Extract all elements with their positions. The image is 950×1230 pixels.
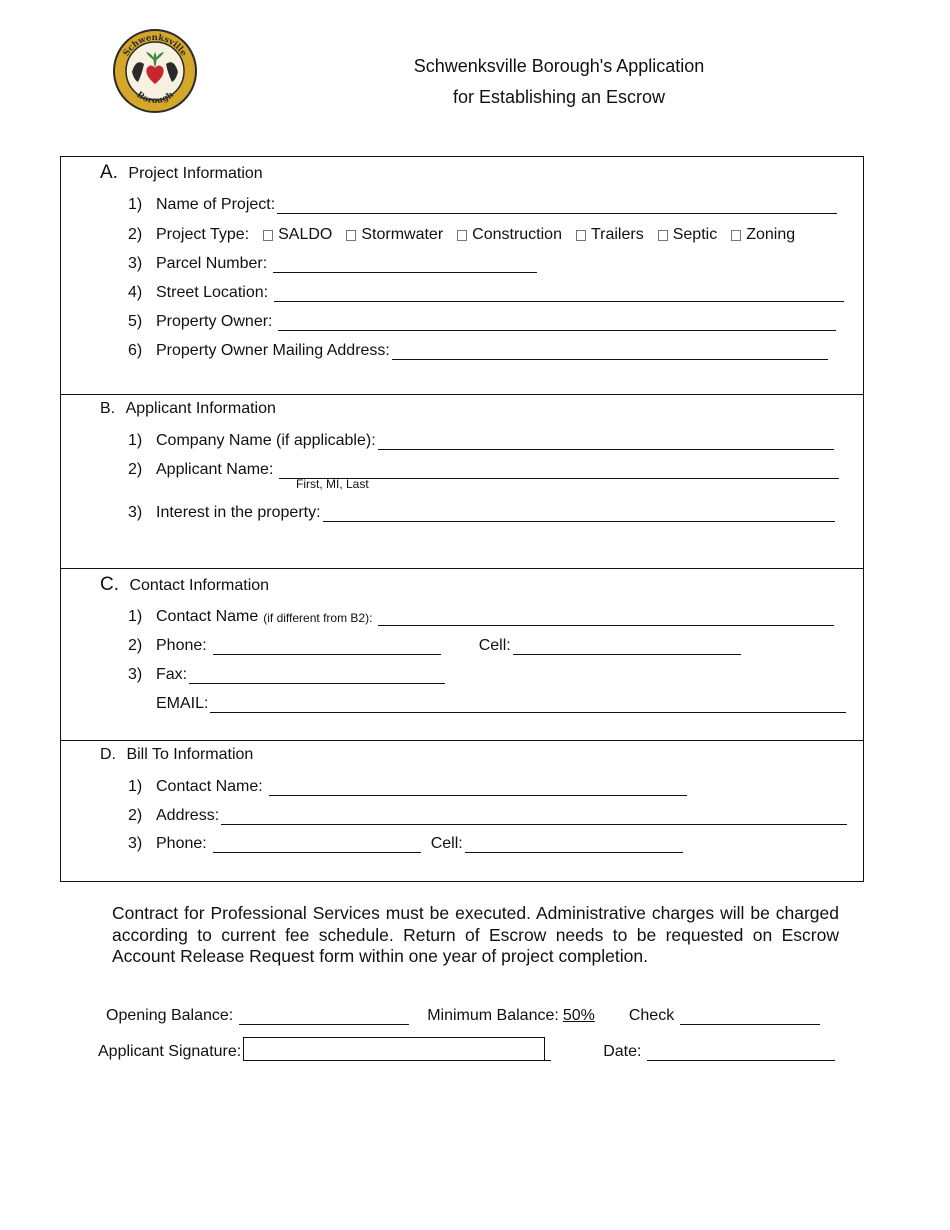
svg-text:Borough: Borough [134,89,176,107]
item-number: 3) [128,255,143,272]
borough-seal-logo [112,28,198,114]
parcel-number-label: Parcel Number: [156,255,268,272]
interest-in-property-label: Interest in the property: [156,504,321,521]
contact-email-row [128,691,846,713]
item-number: 4) [128,284,143,301]
street-location-row [128,280,844,302]
bill-phone-row [128,831,683,853]
section-a-letter: A. [100,162,118,183]
signature-row [98,1037,835,1061]
contact-name-field[interactable] [378,607,834,626]
company-name-field[interactable] [378,431,834,450]
interest-in-property-field[interactable] [323,503,835,522]
checkbox-label: Septic [672,226,718,243]
bill-address-label: Address: [156,807,220,824]
parcel-number-row [128,251,537,273]
project-type-zoning-checkbox[interactable] [731,226,795,244]
item-number: 1) [128,778,143,795]
contact-phone-label: Phone: [156,637,207,654]
item-number: 2) [128,637,143,654]
checkbox-label: Trailers [590,226,644,243]
project-type-saldo-checkbox[interactable] [263,226,332,244]
checkbox-box[interactable] [263,230,273,241]
parcel-number-field[interactable] [273,254,537,273]
section-c-letter: C. [100,574,119,595]
applicant-name-hint: First, MI, Last [296,477,369,491]
bill-address-row [128,803,847,825]
minimum-balance-label: Minimum Balance: [427,1007,559,1024]
checkbox-label: Zoning [746,226,796,243]
form-title-line1: Schwenksville Borough's Application [413,56,705,76]
contact-cell-label: Cell: [478,637,511,654]
bill-phone-label: Phone: [156,835,207,852]
signature-underline-tail [545,1042,551,1061]
project-name-label: Name of Project: [156,196,276,213]
check-field[interactable] [680,1006,820,1025]
escrow-notice-paragraph: Contract for Professional Services must be executed. Administrative charges will be charged according to current fee schedule. Return of Escrow needs to be requested on Escrow Account Release Request form within one year of project completion. [112,903,839,966]
contact-name-note: (if different from B2): [263,611,373,625]
project-type-trailers-checkbox[interactable] [576,226,644,244]
item-number: 3) [128,504,143,521]
svg-text:Schwenksville: Schwenksville [121,32,189,59]
project-type-label: Project Type: [156,226,250,243]
project-type-construction-checkbox[interactable] [457,226,562,244]
section-d-letter: D. [100,746,116,763]
owner-mailing-address-row [128,338,828,360]
bill-phone-field[interactable] [213,834,421,853]
section-b-letter: B. [100,400,116,417]
contact-email-label: EMAIL: [156,695,209,712]
bill-contact-name-row [128,774,687,796]
form-title-line2: for Establishing an Escrow [452,87,666,107]
check-label: Check [628,1007,675,1024]
property-owner-row [128,309,836,331]
section-d-heading [100,746,253,764]
signature-label: Applicant Signature: [98,1043,242,1060]
owner-mailing-address-field[interactable] [392,341,828,360]
item-number: 2) [128,807,143,824]
project-type-septic-checkbox[interactable] [658,226,717,244]
checkbox-box[interactable] [731,230,741,241]
interest-in-property-row [128,500,835,522]
street-location-label: Street Location: [156,284,269,301]
item-number: 2) [128,461,143,478]
balances-row [106,1003,820,1025]
section-b-title: Applicant Information [125,400,276,417]
bill-contact-name-label: Contact Name: [156,778,263,795]
applicant-name-label: Applicant Name: [156,461,274,478]
company-name-label: Company Name (if applicable): [156,432,376,449]
bill-contact-name-field[interactable] [269,777,687,796]
item-number: 1) [128,196,143,213]
section-b-heading [100,400,276,418]
checkbox-label: Stormwater [361,226,444,243]
section-a-title: Project Information [128,165,263,182]
item-number: 1) [128,608,143,625]
contact-fax-field[interactable] [189,665,445,684]
contact-email-field[interactable] [210,694,846,713]
contact-fax-label: Fax: [156,666,188,683]
item-number: 5) [128,313,143,330]
opening-balance-field[interactable] [239,1006,409,1025]
contact-phone-field[interactable] [213,636,441,655]
item-number: 2) [128,226,143,243]
item-number: 3) [128,835,143,852]
date-field[interactable] [647,1042,835,1061]
contact-name-row [128,604,834,626]
section-d-title: Bill To Information [126,746,254,763]
minimum-balance-value: 50% [562,1007,595,1024]
bill-address-field[interactable] [221,806,847,825]
bill-cell-label: Cell: [430,835,463,852]
bill-cell-field[interactable] [465,834,683,853]
item-number: 3) [128,666,143,683]
contact-phone-row [128,633,741,655]
street-location-field[interactable] [274,283,844,302]
property-owner-label: Property Owner: [156,313,273,330]
project-type-row [128,222,795,244]
owner-mailing-address-label: Property Owner Mailing Address: [156,342,390,359]
project-type-stormwater-checkbox[interactable] [346,226,443,244]
opening-balance-label: Opening Balance: [106,1007,234,1024]
contact-cell-field[interactable] [513,636,741,655]
checkbox-box[interactable] [658,230,668,241]
applicant-name-row [128,457,839,479]
checkbox-label: SALDO [278,226,333,243]
item-number: 1) [128,432,143,449]
item-number: 6) [128,342,143,359]
section-b-box [60,394,864,568]
contact-name-label: Contact Name [156,608,259,625]
section-c-title: Contact Information [129,577,270,594]
checkbox-box[interactable] [457,230,467,241]
checkbox-box[interactable] [346,230,356,241]
company-name-row [128,428,834,450]
checkbox-label: Construction [472,226,562,243]
date-label: Date: [603,1043,642,1060]
project-name-row [128,192,837,214]
section-a-heading [100,162,263,184]
project-name-field[interactable] [277,195,837,214]
signature-field[interactable] [243,1037,545,1061]
checkbox-box[interactable] [576,230,586,241]
contact-fax-row [128,662,445,684]
property-owner-field[interactable] [278,312,836,331]
section-c-heading [100,574,269,596]
